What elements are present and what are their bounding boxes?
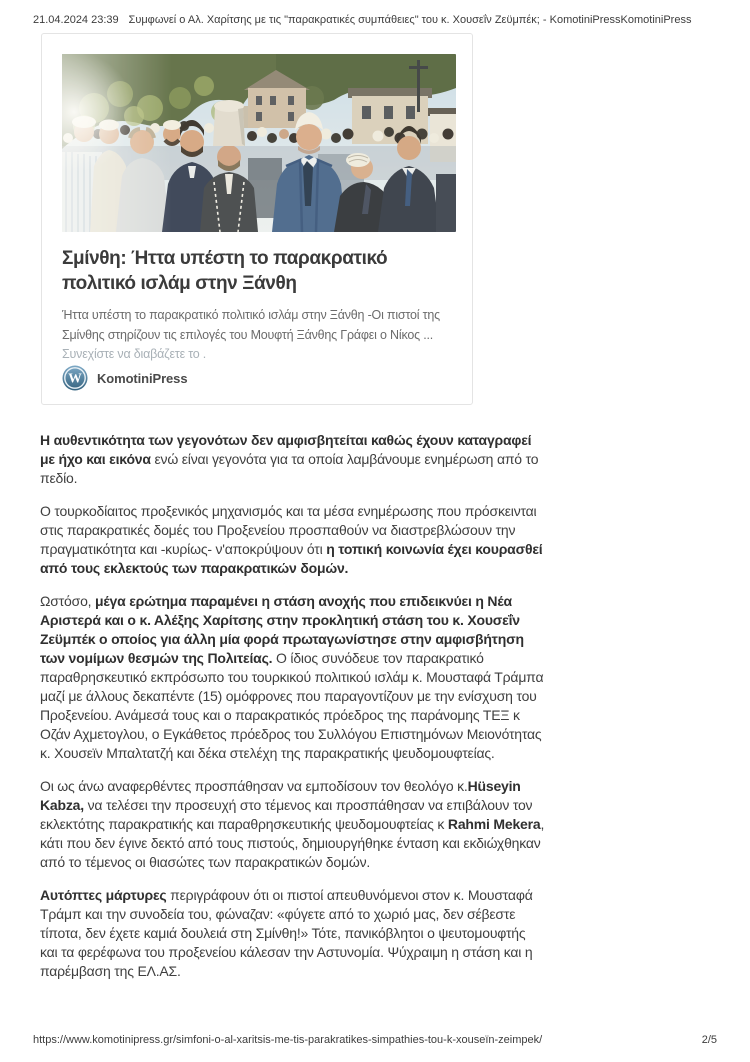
wordpress-icon bbox=[62, 365, 88, 391]
article-body bbox=[40, 431, 546, 995]
article-paragraph-2: Ο τουρκοδίαιτος προξενικός μηχανισμός και τα μέσα ενημέρωσης που πρόσκεινται στις παρακρατικές δομές του Προξενείου προσπαθούν να διαστρεβλώσουν την πραγματικότητα και -κυρίως- ν'αποκρύψουν ότι η τοπική κοινωνία έχει κουρασθεί από τους εκλεκτούς των παρακρατικών δομών. bbox=[40, 503, 543, 576]
card-excerpt bbox=[62, 306, 454, 364]
article-paragraph-3: Ωστόσο, μέγα ερώτημα παραμένει η στάση ανοχής που επιδεικνύει η Νέα Αριστερά και ο κ. Αλέξης Χαρίτσης στην προκλητική στάση του κ. Χουσεΐν Ζεϋμπέκ ο οποίος για άλλη μία φορά πρωταγωνίστησε στην αμφισβήτηση των νομίμων θεσμών της Πολιτείας. Ο ίδιος συνόδευε τον παρακρατικό παραθρησκευτικό εκπρόσωπο του τουρκικού πολιτικού ισλάμ κ. Μουσταφά Τράμπα μαζί με άλλους δεκαπέντε (15) ομόφρονες που παραγοντίζουν με την ενίσχυση του Προξενείου. Ανάμεσά τους και ο παρακρατικός πρόεδρος της παράνομης ΤΕΞ κ Οζάν Αχμετογλου, ο Εγκάθετος πρόεδρος του Συλλόγου Επιστημόνων Μειονότητας κ. Χουσεϊν Μπαλτατζή και δέκα στελέχη της παρακρατικής ψευδομουφτείας. bbox=[40, 593, 544, 761]
print-header-datetime: 21.04.2024 23:39 bbox=[33, 14, 119, 26]
card-title[interactable]: Σμίνθη: Ήττα υπέστη το παρακρατικό πολιτικό ισλάμ στην Ξάνθη bbox=[62, 248, 388, 294]
card-excerpt-text: Ήττα υπέστη το παρακρατικό πολιτικό ισλάμ στην Ξάνθη -Οι πιστοί της Σμίνθης στηρίζουν τις επιλογές του Μουφτή Ξάνθης Γράφει ο Νίκος ... bbox=[62, 308, 440, 342]
article-embed-card[interactable] bbox=[41, 33, 473, 405]
continue-reading-link[interactable]: Συνεχίστε να διαβάζετε το . bbox=[62, 347, 207, 362]
article-photo[interactable] bbox=[62, 54, 456, 232]
article-paragraph-4: Οι ως άνω αναφερθέντες προσπάθησαν να εμποδίσουν τον θεολόγο κ.Hüseyin Kabza, να τελέσει την προσευχή στο τέμενος και προσπάθησαν να επιβάλουν τον εκλεκτότης παρακρατικής και παραθρησκευτικής ψευδομουφτείας κ Rahmi Mekera, κάτι που δεν έγινε δεκτό από τους πιστούς, δημιουργήθηκε ένταση και εκδιώχθηκαν από το τέμενος οι θιασώτες των παρακρατικών δομών. bbox=[40, 778, 545, 870]
svg-text:W: W bbox=[68, 370, 82, 386]
card-source-row bbox=[62, 365, 187, 391]
card-source-name: KomotiniPress bbox=[97, 370, 188, 386]
article-paragraph-1: Η αυθεντικότητα των γεγονότων δεν αμφισβητείται καθώς έχουν καταγραφεί με ήχο και εικόνα ενώ είναι γεγονότα για τα οποία λαμβάνουμε ενημέρωση από το πεδίο. bbox=[40, 432, 539, 486]
print-footer-page-number: 2/5 bbox=[701, 1034, 717, 1046]
print-header-title: Συμφωνεί ο Αλ. Χαρίτσης με τις "παρακρατικές συμπάθειες" του κ. Χουσεΐν Ζεϋμπέκ; - KomotiniPressKomotiniPress bbox=[128, 14, 692, 26]
print-footer-url: https://www.komotinipress.gr/simfoni-o-al-xaritsis-me-tis-parakratikes-simpathies-tou-k-xouseïn-zeimpek/ bbox=[33, 1034, 543, 1046]
article-paragraph-5: Αυτόπτες μάρτυρες περιγράφουν ότι οι πιστοί απευθυνόμενοι στον κ. Μουσταφά Τράμπ και την συνοδεία του, φώναζαν: «φύγετε από το χωριό μας, δεν σέβεστε τίποτα, δεν έχετε καμιά δουλειά στη Σμίνθη!» Τότε, πανικόβλητοι ο ψευτομουφτής και τα φερέφωνα του προξενείου κάλεσαν την Αστυνομία. Ψύχραιμη η στάση και η παρέμβαση της ΕΛ.ΑΣ. bbox=[40, 887, 533, 979]
